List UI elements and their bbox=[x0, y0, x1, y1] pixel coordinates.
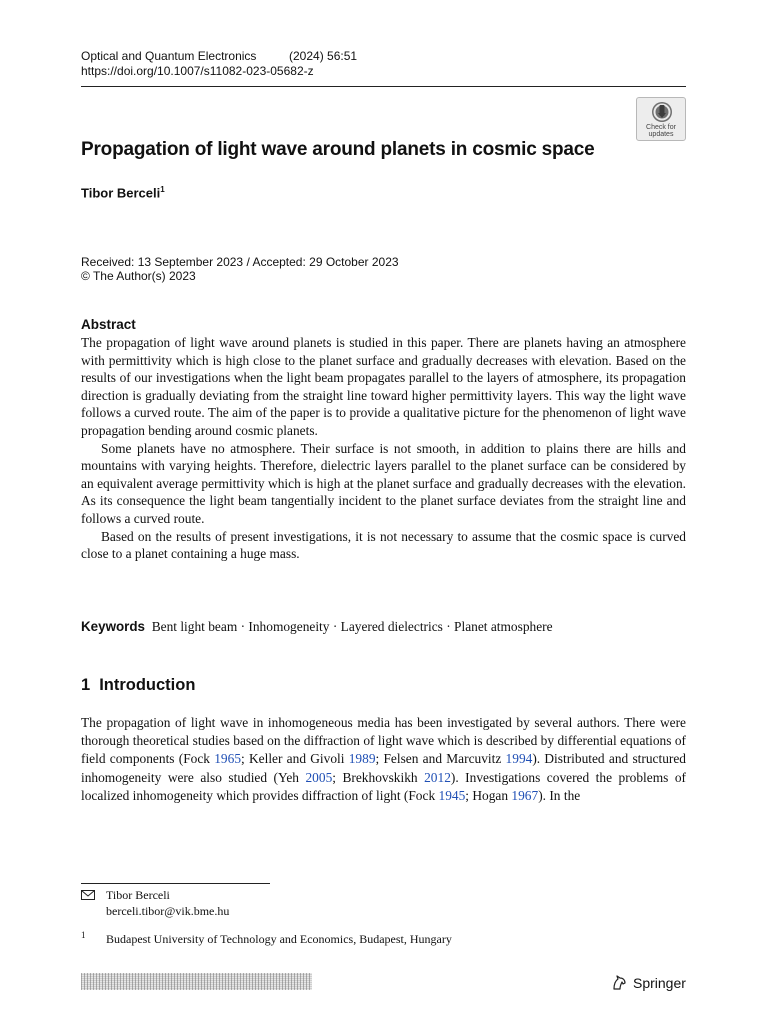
doi-link[interactable]: https://doi.org/10.1007/s11082-023-05682-z bbox=[81, 64, 314, 78]
citation-link[interactable]: 1945 bbox=[438, 787, 466, 803]
keyword: Planet atmosphere bbox=[454, 619, 553, 634]
article-title: Propagation of light wave around planets in cosmic space bbox=[81, 139, 595, 160]
citation-link[interactable]: 2005 bbox=[305, 769, 333, 785]
mail-icon bbox=[81, 890, 95, 900]
abstract-paragraph: The propagation of light wave around planets is studied in this paper. There are planets having an atmosphere with permittivity which is high close to the planet surface and gradually decreases with elevation. Based on the results of our investigations when the light beam propagates parallel to the layers of atmosphere, its propagation direction is gradually deviating from the straight line toward higher permittivity layers. This way the light wave follows a curved route. The aim of the paper is to provide a qualitative picture for the phenomenon of light wave propagation bending around cosmic planets. bbox=[81, 335, 686, 438]
header-divider bbox=[81, 86, 686, 87]
citation-link[interactable]: 1994 bbox=[505, 751, 533, 767]
keyword: Layered dielectrics bbox=[340, 619, 443, 634]
section-heading bbox=[81, 676, 195, 695]
author-line bbox=[81, 185, 165, 200]
received-accepted-dates: Received: 13 September 2023 / Accepted: 29 October 2023 bbox=[81, 255, 399, 269]
barcode-strip bbox=[81, 973, 312, 990]
citation-link[interactable]: 2012 bbox=[424, 769, 451, 785]
keyword: Inhomogeneity bbox=[248, 619, 330, 634]
keyword: Bent light beam bbox=[151, 619, 238, 634]
abstract-body bbox=[81, 334, 686, 563]
section-number: 1 bbox=[81, 676, 91, 694]
publisher-logo bbox=[611, 974, 686, 991]
keywords-line bbox=[81, 619, 553, 635]
corresponding-author-name: Tibor Berceli bbox=[106, 888, 170, 902]
citation-link[interactable]: 1967 bbox=[511, 787, 539, 803]
springer-horse-icon bbox=[611, 974, 628, 991]
abstract-heading: Abstract bbox=[81, 317, 136, 332]
affiliation-text: Budapest University of Technology and Economics, Budapest, Hungary bbox=[106, 932, 452, 946]
check-for-updates-icon bbox=[650, 101, 674, 123]
article-dates bbox=[81, 255, 399, 283]
publisher-name: Springer bbox=[633, 975, 686, 991]
affiliation-mark: 1 bbox=[160, 185, 165, 194]
abstract-paragraph: Some planets have no atmosphere. Their surface is not smooth, in addition to plains there are hills and mountains with varying heights. Therefore, dielectric layers parallel to the planet surface can be considered by an equivalent average permittivity which is high at the planet surface and gradually decreases with the elevation. As its consequence the light beam tangentially incident to the planet surface deviates from the straight line and follows a curved route. bbox=[81, 440, 686, 526]
keyword-separator: · bbox=[442, 619, 455, 634]
author-name[interactable]: Tibor Berceli bbox=[81, 185, 161, 201]
citation-link[interactable]: 1965 bbox=[214, 751, 242, 767]
citation-link[interactable]: 1989 bbox=[348, 751, 376, 767]
keyword-separator: · bbox=[329, 619, 341, 634]
journal-name: Optical and Quantum Electronics bbox=[81, 49, 257, 63]
journal-issue: (2024) 56:51 bbox=[289, 49, 358, 63]
check-for-updates-label: Check for updates bbox=[646, 124, 676, 138]
introduction-paragraph: The propagation of light wave in inhomogeneous media has been investigated by several authors. There were thorough theoretical studies based on the diffraction of light wave which is described by differential equations of field components (Fock 1965; Keller and Givoli 1989; Felsen and Marcuvitz 1994). Distributed and structured inhomogeneity were also studied (Yeh 2005; Brekhovskikh 2012). Investigations covered the problems of localized inhomogeneity which provides diffraction of light (Fock 1945; Hogan 1967). In the bbox=[81, 715, 686, 803]
corresponding-author-email[interactable]: berceli.tibor@vik.bme.hu bbox=[106, 904, 230, 918]
copyright-line: © The Author(s) 2023 bbox=[81, 269, 196, 283]
affiliation-number: 1 bbox=[81, 930, 86, 940]
abstract-paragraph: Based on the results of present investigations, it is not necessary to assume that the cosmic space is curved close to a planet containing a huge mass. bbox=[81, 528, 686, 562]
keywords-label: Keywords bbox=[81, 619, 145, 634]
check-for-updates-badge[interactable] bbox=[636, 97, 686, 141]
footnote-divider bbox=[81, 883, 270, 884]
keyword-separator: · bbox=[237, 619, 249, 634]
article-header bbox=[81, 49, 357, 79]
section-title: Introduction bbox=[99, 676, 196, 694]
corresponding-author bbox=[106, 887, 229, 919]
